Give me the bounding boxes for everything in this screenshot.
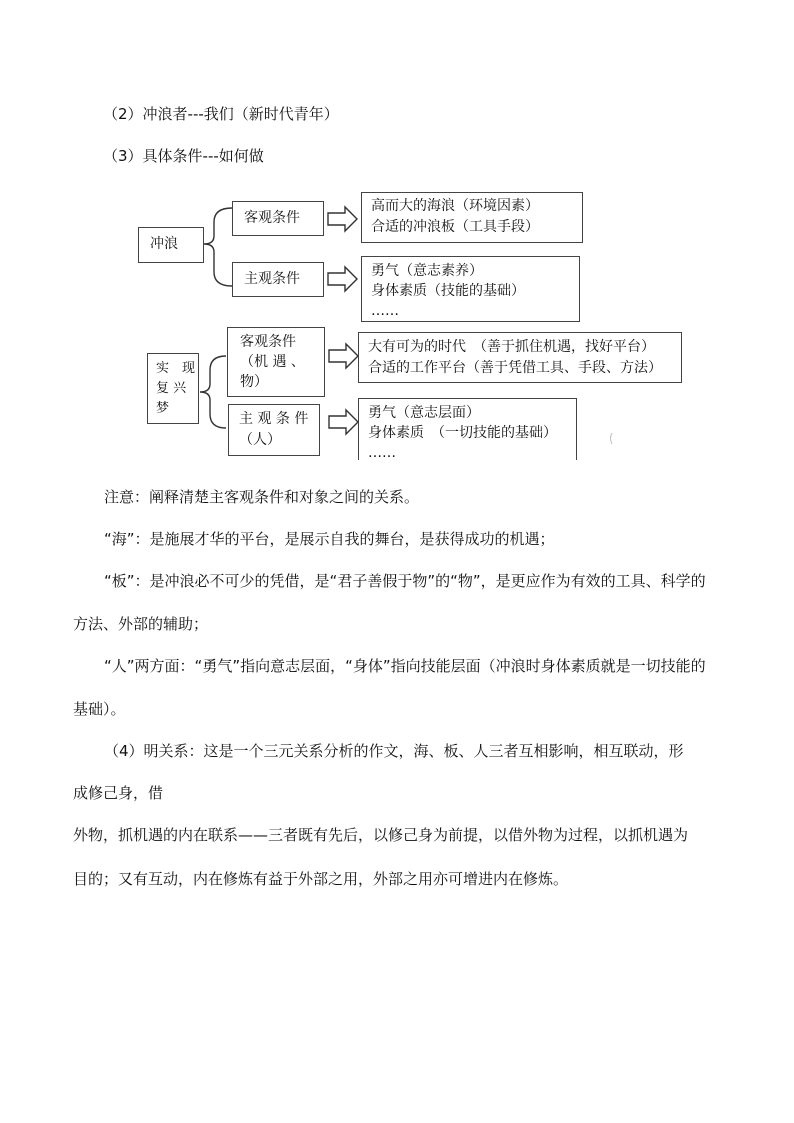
arrow-top-2 — [328, 267, 357, 291]
box-top-subjective-items: 勇气（意志素养） 身体素质（技能的基础） …… — [361, 256, 580, 322]
box-rejuvenation: 实 现 复 兴 梦 — [147, 353, 199, 424]
board-text-line2: 方法、外部的辅助； — [73, 615, 209, 633]
relation-text-line1: （4）明关系：这是一个三元关系分析的作文，海、板、人三者互相影响，相互联动，形 — [104, 742, 684, 760]
box-top-objective: 客观条件 — [232, 201, 324, 236]
note-text: 注意：阐释清楚主客观条件和对象之间的关系。 — [104, 488, 420, 506]
box-top-objective-items: 高而大的海浪（环境因素） 合适的冲浪板（工具手段） — [361, 192, 583, 243]
box-bottom-objective: 客观条件 （机 遇 、 物） — [227, 327, 325, 397]
person-text-line1: “人”两方面：“勇气”指向意志层面，“身体”指向技能层面（冲浪时身体素质就是一切技能的 — [104, 657, 706, 675]
arrow-bottom-1 — [329, 344, 358, 368]
relation-text-line4: 目的；又有互动，内在修炼有益于外部之用，外部之用亦可增进内在修炼。 — [73, 870, 569, 888]
sea-text: “海”：是施展才华的平台，是展示自我的舞台，是获得成功的机遇； — [104, 530, 555, 548]
box-surfing: 冲浪 — [138, 227, 204, 263]
person-text-line2: 基础）。 — [73, 700, 126, 718]
board-text-line1: “板”：是冲浪必不可少的凭借，是“君子善假于物”的“物”，是更应作为有效的工具、科学的 — [104, 572, 706, 590]
arrow-top-1 — [328, 207, 357, 231]
box-top-subjective: 主观条件 — [232, 262, 324, 297]
relation-text-line2: 成修己身，借 — [73, 784, 164, 802]
stray-mark — [611, 433, 613, 444]
brace-top — [204, 208, 232, 286]
relation-text-line3: 外物，抓机遇的内在联系——三者既有先后，以修己身为前提，以借外物为过程，以抓机遇为 — [73, 826, 689, 844]
arrow-bottom-2 — [329, 410, 358, 434]
box-bottom-subjective-items: 勇气（意志层面） 身体素质 （一切技能的基础） …… — [358, 398, 577, 460]
heading-conditions: （3）具体条件---如何做 — [103, 147, 264, 165]
box-bottom-subjective: 主 观 条 件 （人） — [228, 404, 320, 456]
heading-surfers: （2）冲浪者---我们（新时代青年） — [103, 105, 339, 123]
brace-bottom — [200, 356, 226, 428]
box-bottom-objective-items: 大有可为的时代 （善于抓住机遇，找好平台） 合适的工作平台（善于凭借工具、手段、方法） — [358, 332, 682, 383]
